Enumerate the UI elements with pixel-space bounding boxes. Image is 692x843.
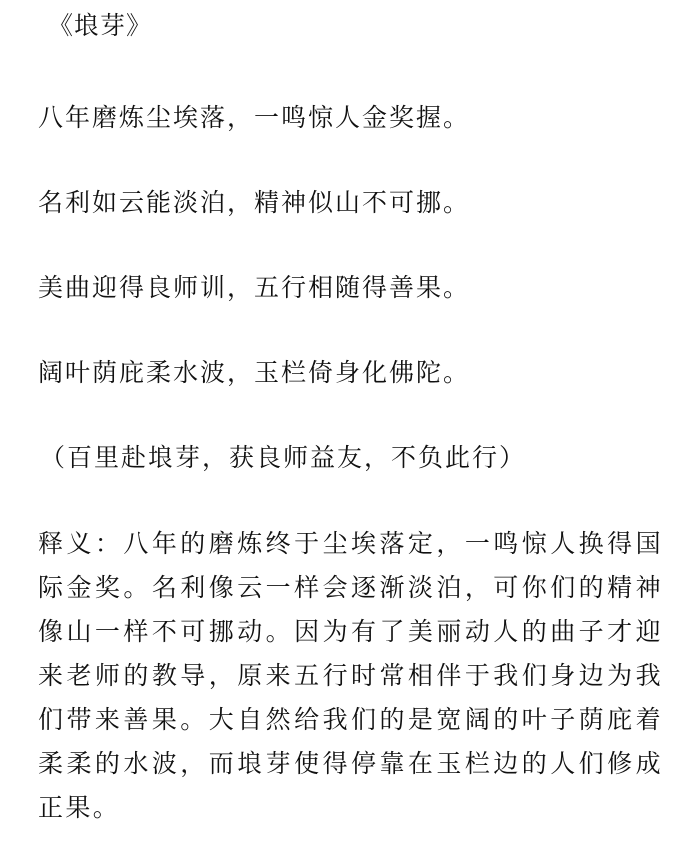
poem-note: （百里赴埌芽，获良师益友，不负此行） — [40, 443, 527, 472]
poem-verse-3: 美曲迎得良师训，五行相随得善果。 — [38, 273, 471, 302]
poem-verse-1: 八年磨炼尘埃落，一鸣惊人金奖握。 — [38, 103, 471, 132]
poem-verse-2: 名利如云能淡泊，精神似山不可挪。 — [38, 188, 471, 217]
poem-explanation: 释义：八年的磨炼终于尘埃落定，一鸣惊人换得国际金奖。名利像云一样会逐渐淡泊，可你们的精神像山一样不可挪动。因为有了美丽动人的曲子才迎来老师的教导，原来五行时常相伴于我们身边为我们带来善果。大自然给我们的是宽阔的叶子荫庇着柔柔的水波，而埌芽使得停靠在玉栏边的人们修成正果。 — [38, 529, 663, 822]
poem-verse-4: 阔叶荫庇柔水波，玉栏倚身化佛陀。 — [38, 358, 471, 387]
poem-title: 《埌芽》 — [48, 11, 153, 40]
